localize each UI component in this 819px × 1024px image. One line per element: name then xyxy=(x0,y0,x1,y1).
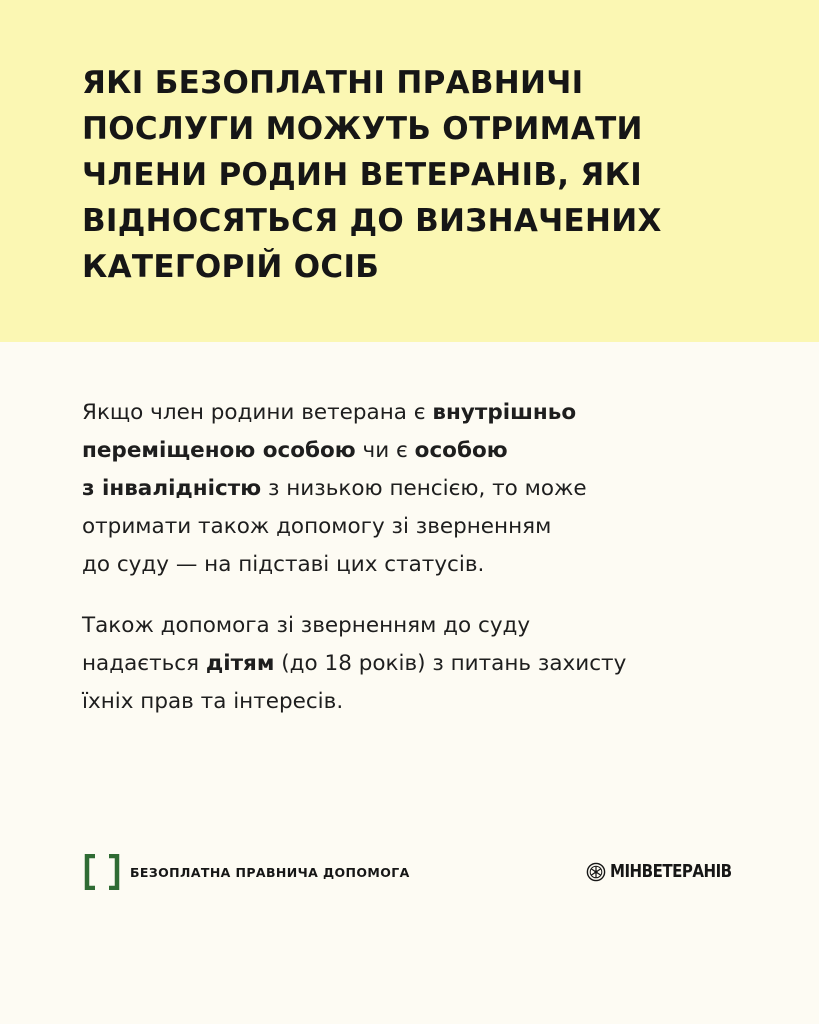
title-line-1: ЯКІ БЕЗОПЛАТНІ ПРАВНИЧІ xyxy=(82,65,584,101)
text-segment: надається xyxy=(82,651,206,676)
paragraph-1-line-4: отримати також допомогу зі зверненням xyxy=(82,514,552,539)
paragraph-1-line-3 xyxy=(82,470,762,508)
paragraph-1-line-2 xyxy=(82,432,762,470)
paragraph-1-line-1 xyxy=(82,394,762,432)
title-line-2: ПОСЛУГИ МОЖУТЬ ОТРИМАТИ xyxy=(82,111,643,147)
ministry-logo xyxy=(586,858,751,886)
paragraph-2-line-3: їхніх прав та інтересів. xyxy=(82,689,344,714)
title-banner xyxy=(0,0,819,342)
paragraph-children xyxy=(82,607,762,721)
text-segment: (до 18 років) з питань захисту xyxy=(274,651,627,676)
page-title xyxy=(82,60,722,290)
free-legal-aid-logo xyxy=(84,854,410,890)
title-line-3: ЧЛЕНИ РОДИН ВЕТЕРАНІВ, ЯКІ xyxy=(82,157,643,193)
title-line-5: КАТЕГОРІЙ ОСІБ xyxy=(82,249,380,285)
text-segment: чи є xyxy=(355,438,415,463)
free-legal-aid-label: БЕЗОПЛАТНА ПРАВНИЧА ДОПОМОГА xyxy=(130,864,410,880)
title-line-4: ВІДНОСЯТЬСЯ ДО ВИЗНАЧЕНИХ xyxy=(82,203,662,239)
paragraph-2-line-1: Також допомога зі зверненням до суду xyxy=(82,613,531,638)
ministry-label: МІНВЕТЕРАНІВ xyxy=(610,862,732,882)
green-brackets-icon xyxy=(84,854,120,890)
paragraph-displaced-disabled xyxy=(82,394,762,584)
emphasis-text: з інвалідністю xyxy=(82,476,262,501)
emphasis-text: дітям xyxy=(205,651,275,676)
paragraph-1-line-5: до суду — на підставі цих статусів. xyxy=(82,552,485,577)
text-segment: з низькою пенсією, то може xyxy=(261,476,587,501)
paragraph-2-line-2 xyxy=(82,645,762,683)
emphasis-text: переміщеною особою xyxy=(82,438,356,463)
emphasis-text: внутрішньо xyxy=(432,400,577,425)
text-segment: Якщо член родини ветерана є xyxy=(82,400,433,425)
ministry-emblem-icon xyxy=(586,862,606,882)
emphasis-text: особою xyxy=(414,438,508,463)
